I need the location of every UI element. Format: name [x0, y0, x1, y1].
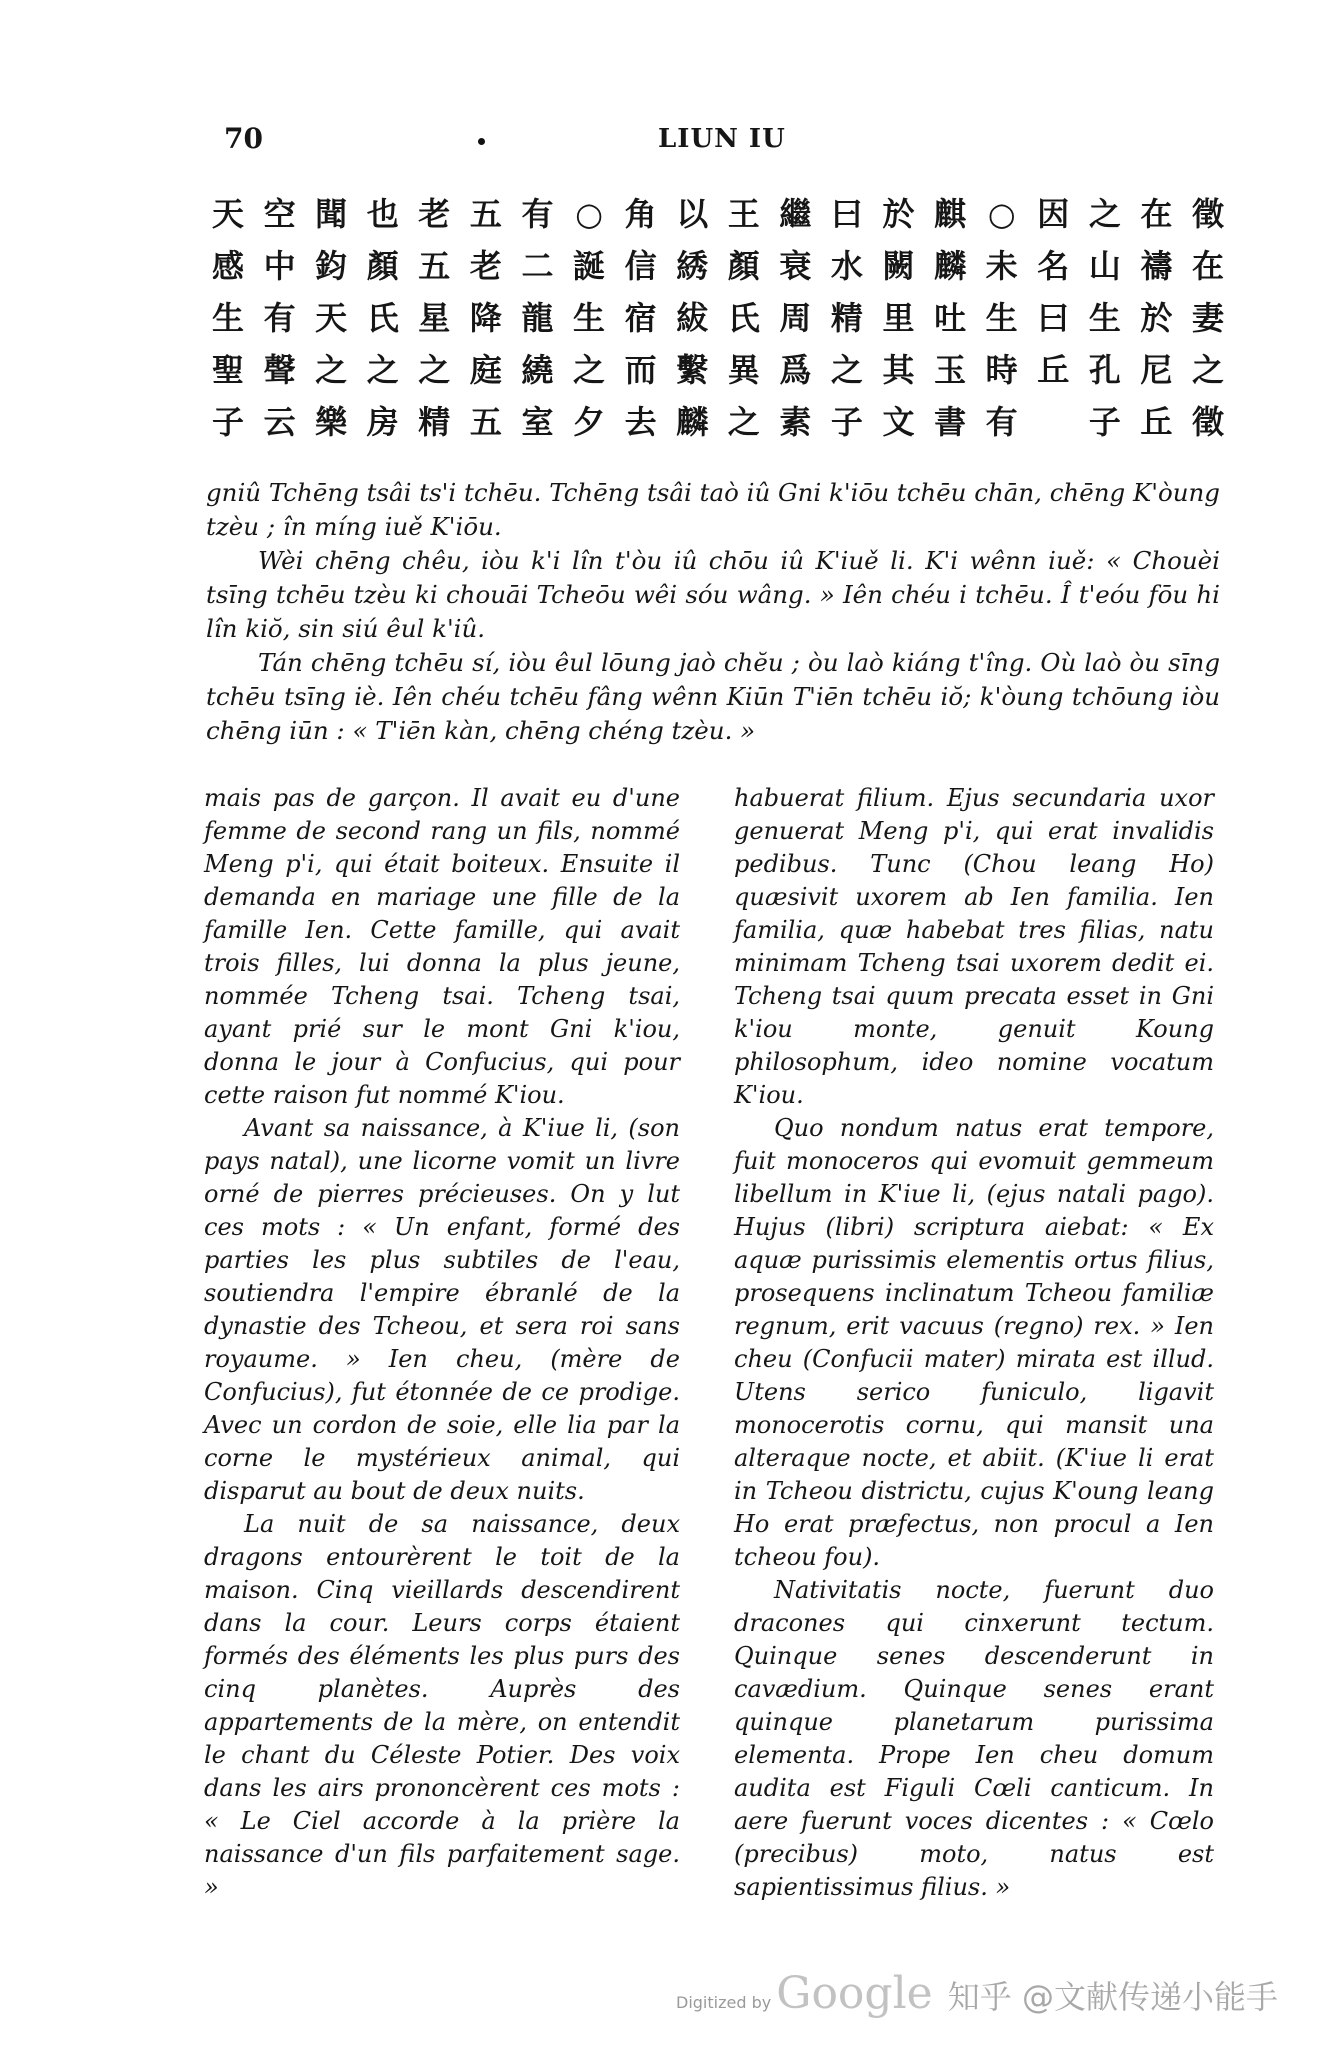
chinese-character: 時 [985, 351, 1018, 389]
romanization-block [206, 476, 1220, 748]
chinese-character: 爲 [779, 351, 812, 389]
chinese-column [255, 188, 305, 448]
chinese-character: 天 [211, 195, 244, 233]
chinese-character: 夕 [573, 403, 606, 441]
chinese-column [512, 188, 562, 448]
chinese-character: 二 [521, 247, 554, 285]
chinese-column [874, 188, 924, 448]
chinese-character: 之 [830, 351, 863, 389]
chinese-character: 鈞 [315, 247, 348, 285]
chinese-character: 綉 [676, 247, 709, 285]
chinese-character: 於 [1140, 299, 1173, 337]
latin-paragraph: Quo nondum natus erat tempore, fuit monoceros qui evomuit gemmeum libellum in K'iue li, (ejus natali pago). Hujus (libri) scriptura aiebat: « Ex aquæ purissimis elementis ortus filius, prosequens inclinatum Tcheou familiæ regnum, erit vacuus (regno) rex. » Ien cheu (Confucii mater) mirata est illud. Utens serico funiculo, ligavit monocerotis cornu, qui mansit una alteraque nocte, et abiit. (K'iue li erat in Tcheou districtu, cujus K'oung leang Ho erat præfectus, non procul a Ien tcheou fou). [734, 1114, 1214, 1571]
chinese-character: 之 [366, 351, 399, 389]
chinese-character: 精 [418, 403, 451, 441]
chinese-character: 於 [882, 195, 915, 233]
chinese-character: 星 [418, 299, 451, 337]
chinese-character: 有 [521, 195, 554, 233]
chinese-character: 徵 [1191, 403, 1224, 441]
chinese-character: 闕 [882, 247, 915, 285]
chinese-character: 生 [1088, 299, 1121, 337]
chinese-character: 之 [418, 351, 451, 389]
chinese-column [306, 188, 356, 448]
chinese-character: 聖 [211, 351, 244, 389]
chinese-character: 尼 [1140, 351, 1173, 389]
chinese-character: 生 [985, 299, 1018, 337]
chinese-character: 信 [624, 247, 657, 285]
chinese-character: 麟 [676, 403, 709, 441]
chinese-character: 王 [727, 195, 760, 233]
chinese-character: 有 [263, 299, 296, 337]
chinese-text-block [203, 188, 1233, 450]
chinese-character: 感 [211, 247, 244, 285]
zhihu-watermark: 知乎 @文献传递小能手 [947, 1978, 1278, 2016]
chinese-character: 精 [830, 299, 863, 337]
chinese-column [616, 188, 666, 448]
chinese-character: 書 [934, 403, 967, 441]
chinese-character: 吐 [934, 299, 967, 337]
chinese-character: 老 [469, 247, 502, 285]
chinese-character: ○ [987, 195, 1016, 233]
chinese-character: 名 [1037, 247, 1070, 285]
chinese-column [203, 188, 253, 448]
chinese-character: 曰 [830, 195, 863, 233]
chinese-character: 氏 [727, 299, 760, 337]
chinese-character: 麟 [934, 247, 967, 285]
chinese-character: 之 [315, 351, 348, 389]
chinese-character: 云 [263, 403, 296, 441]
chinese-character: 空 [263, 195, 296, 233]
chinese-character: 徵 [1191, 195, 1224, 233]
chinese-character: 中 [263, 247, 296, 285]
chinese-character: 繼 [779, 195, 812, 233]
chinese-character: 水 [830, 247, 863, 285]
chinese-character: 也 [366, 195, 399, 233]
chinese-character: 紱 [676, 299, 709, 337]
chinese-character: 庭 [469, 351, 502, 389]
chinese-column [667, 188, 717, 448]
chinese-character: 之 [573, 351, 606, 389]
chinese-character: 子 [830, 403, 863, 441]
chinese-column [564, 188, 614, 448]
chinese-character: 山 [1088, 247, 1121, 285]
chinese-character: 在 [1191, 247, 1224, 285]
chinese-column [770, 188, 820, 448]
romanization-paragraph: Tán chēng tchēu sí, iòu êul lōung jaò chĕu ; òu laò kiáng t'îng. Où laò òu sīng tchēu tsīng iè. Iên chéu tchēu fâng wênn Kiūn T'iēn tchēu iŏ; k'òung tchōung iòu chēng iūn : « T'iēn kàn, chēng chéng tzèu. » [206, 648, 1220, 745]
french-paragraph: Avant sa naissance, à K'iue li, (son pays natal), une licorne vomit un livre orné de pierres précieuses. On y lut ces mots : « Un enfant, formé des parties les plus subtiles de l'eau, soutiendra l'empire ébranlé de la dynastie des Tcheou, et sera roi sans royaume. » Ien cheu, (mère de Confucius), fut étonnée de ce prodige. Avec un cordon de soie, elle lia par la corne le mystérieux animal, qui disparut au bout de deux nuits. [204, 1114, 680, 1505]
chinese-character: 宿 [624, 299, 657, 337]
chinese-character: 丘 [1140, 403, 1173, 441]
footer-watermark [676, 1968, 1278, 2019]
chinese-character: 生 [573, 299, 606, 337]
chinese-character: 而 [624, 351, 657, 389]
chinese-character: 五 [469, 195, 502, 233]
chinese-character: 聲 [263, 351, 296, 389]
chinese-character: 其 [882, 351, 915, 389]
chinese-character: 誕 [573, 247, 606, 285]
latin-paragraph: Nativitatis nocte, fuerunt duo dracones qui cinxerunt tectum. Quinque senes descenderunt in cavædium. Quinque senes erant quinque planetarum purissima elementa. Prope Ien cheu domum audita est Figuli Cœli canticum. In aere fuerunt voces dicentes : « Cœlo (precibus) moto, natus est sapientissimus filius. » [734, 1576, 1214, 1901]
chinese-character: 麒 [934, 195, 967, 233]
chinese-character: 降 [469, 299, 502, 337]
chinese-column [977, 188, 1027, 448]
chinese-character: 未 [985, 247, 1018, 285]
chinese-character: 孔 [1088, 351, 1121, 389]
french-paragraph: mais pas de garçon. Il avait eu d'une femme de second rang un fils, nommé Meng p'i, qui était boiteux. Ensuite il demanda en mariage une fille de la famille Ien. Cette famille, qui avait trois filles, lui donna la plus jeune, nommée Tcheng tsai. Tcheng tsai, ayant prié sur le mont Gni k'iou, donna le jour à Confucius, qui pour cette raison fut nommé K'iou. [204, 784, 680, 1109]
chinese-character: 繫 [676, 351, 709, 389]
chinese-character: 周 [779, 299, 812, 337]
latin-paragraph: habuerat filium. Ejus secundaria uxor genuerat Meng p'i, qui erat invalidis pedibus. Tunc (Chou leang Ho) quæsivit uxorem ab Ien familia. Ien familia, quæ habebat tres filias, natu minimam Tcheng tsai uxorem dedit ei. Tcheng tsai quum precata esset in Gni k'iou monte, genuit Koung philosophum, ideo nomine vocatum K'iou. [734, 784, 1214, 1109]
chinese-character: ○ [575, 195, 603, 233]
chinese-character: 文 [882, 403, 915, 441]
chinese-character: 子 [1088, 403, 1121, 441]
chinese-character: 在 [1140, 195, 1173, 233]
digitized-by-label: Digitized by [676, 1993, 772, 2012]
chinese-character: 之 [1088, 195, 1121, 233]
page-number: 70 [224, 122, 263, 155]
chinese-column [1183, 188, 1233, 448]
chinese-character: 室 [521, 403, 554, 441]
chinese-character: 妻 [1191, 299, 1224, 337]
romanization-paragraph: gniû Tchēng tsâi ts'i tchēu. Tchēng tsâi taò iû Gni k'iōu tchēu chān, chēng K'òung tzèu ; în míng iuě K'iōu. [206, 478, 1220, 541]
chinese-character: 子 [211, 403, 244, 441]
chinese-character: 聞 [315, 195, 348, 233]
romanization-paragraph: Wèi chēng chêu, iòu k'i lîn t'òu iû chōu iû K'iuě li. K'i wênn iuě: « Chouèi tsīng tchēu tzèu ki chouāi Tcheōu wêi sóu wâng. » Iên chéu i tchēu. Î t'eóu fōu hi lîn kiŏ, sin siú êul k'iû. [206, 546, 1220, 643]
chinese-character: 角 [624, 195, 657, 233]
chinese-character: 去 [624, 403, 657, 441]
chinese-character: 天 [315, 299, 348, 337]
chinese-character: 五 [418, 247, 451, 285]
chinese-column [719, 188, 769, 448]
chinese-character: 禱 [1140, 247, 1173, 285]
chinese-column [358, 188, 408, 448]
chinese-character: 有 [985, 403, 1018, 441]
google-logo-text: Google [776, 1968, 933, 2019]
chinese-character: 以 [676, 195, 709, 233]
chinese-column [822, 188, 872, 448]
chinese-character: 老 [418, 195, 451, 233]
chinese-character: 氏 [366, 299, 399, 337]
header-ornament-dot [478, 138, 485, 145]
chinese-character: 衰 [779, 247, 812, 285]
chinese-character: 樂 [315, 403, 348, 441]
chinese-character: 因 [1037, 195, 1070, 233]
chinese-column [1131, 188, 1181, 448]
chinese-column [925, 188, 975, 448]
chinese-character: 丘 [1037, 351, 1070, 389]
chinese-character: 房 [366, 403, 399, 441]
chinese-character: 之 [1191, 351, 1224, 389]
chinese-column [1028, 188, 1078, 448]
chinese-character: 異 [727, 351, 760, 389]
chinese-character: 里 [882, 299, 915, 337]
french-translation-column [204, 782, 680, 1904]
latin-translation-column [734, 782, 1214, 1904]
chinese-character: 顏 [727, 247, 760, 285]
chinese-column [1080, 188, 1130, 448]
running-title: LIUN IU [658, 124, 786, 154]
chinese-character: 之 [727, 403, 760, 441]
french-paragraph: La nuit de sa naissance, deux dragons entourèrent le toit de la maison. Cinq vieillards descendirent dans la cour. Leurs corps étaient formés des éléments les plus purs des cinq planètes. Auprès des appartements de la mère, on entendit le chant du Céleste Potier. Des voix dans les airs prononcèrent ces mots : « Le Ciel accorde à la prière la naissance d'un fils parfaitement sage. » [204, 1510, 680, 1901]
chinese-column [409, 188, 459, 448]
chinese-character: 素 [779, 403, 812, 441]
chinese-column [461, 188, 511, 448]
chinese-character: 玉 [934, 351, 967, 389]
chinese-character: 生 [211, 299, 244, 337]
chinese-character: 五 [469, 403, 502, 441]
chinese-character: 顏 [366, 247, 399, 285]
chinese-character: 龍 [521, 299, 554, 337]
chinese-character: 繞 [521, 351, 554, 389]
chinese-character: 曰 [1037, 299, 1070, 337]
